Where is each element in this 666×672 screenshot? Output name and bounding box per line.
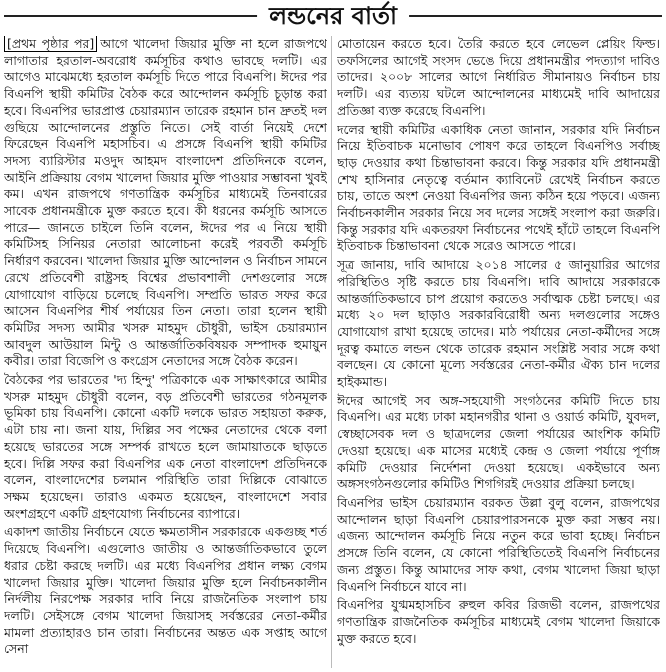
paragraph: একাদশ জাতীয় নির্বাচনে যেতে ক্ষমতাসীন সরকারকে একগুচ্ছ শর্ত দিয়েছে বিএনপি। এগুলোও জাতীয় ও আন্তর্জাতিকভাবে তুলে ধরার চেষ্টা করছে দলটি। এর মধ্যে বিএনপির প্রধান লক্ষ্য বেগম খালেদা জিয়ার মুক্তি। খালেদা জিয়ার মুক্তি হলে নির্বাচনকালীন নির্দলীয় নিরপেক্ষ সরকার দাবি নিয়ে রাজনৈতিক সংলাপ চায় দলটি। সেইসঙ্গে বেগম খালেদা জিয়াসহ সর্বস্তরের নেতা-কর্মীর মামলা প্রত্যাহারও চান তারা। নির্বাচনের অন্তত এক সপ্তাহ আগে সেনা bbox=[4, 524, 327, 657]
left-column bbox=[4, 36, 327, 668]
paragraph bbox=[4, 36, 327, 370]
column-divider bbox=[331, 36, 332, 668]
paragraph: ঈদের আগেই সব অঙ্গ-সহযোগী সংগঠনের কমিটি দিতে চায় বিএনপি। এর মধ্যে ঢাকা মহানগরীর থানা ও ওয়ার্ড কমিটি, যুবদল, স্বেচ্ছাসেবক দল ও ছাত্রদলের জেলা পর্যায়ের আংশিক কমিটি দেওয়া হয়েছে। এক মাসের মধ্যেই কেন্দ্র ও জেলা পর্যায়ে পূর্ণাঙ্গ কমিটি দেওয়ার নির্দেশনা দেওয়া হয়েছে। একইভাবে অন্য অঙ্গসংগঠনগুলোর কমিটিও শিগগিরই দেওয়ার প্রক্রিয়া চলছে। bbox=[337, 392, 660, 492]
paragraph: সূত্র জানায়, দাবি আদায়ে ২০১৪ সালের ৫ জানুয়ারির আগের পরিস্থিতিও সৃষ্টি করতে চায় বিএনপি। দাবি আদায়ে সরকারকে আন্তর্জাতিকভাবে চাপ প্রয়োগ করতেও সর্বাত্মক চেষ্টা চলছে। এর মধ্যে ২০ দল ছাড়াও সরকারবিরোধী অন্য দলগুলোর সঙ্গেও যোগাযোগ রাখা হয়েছে তাদের। মাঠ পর্যায়ের নেতা-কর্মীদের সঙ্গে দূরত্ব কমাতে লন্ডন থেকে তারেক রহমান সংশ্লিষ্ট সবার সঙ্গে কথা বলছেন। যে কোনো মূল্যে সর্বস্তরের নেতা-কর্মীর ঐক্য চান দলের হাইকমান্ড। bbox=[337, 257, 660, 390]
paragraph-text: আগে খালেদা জিয়ার মুক্তি না হলে রাজপথে লাগাতার হরতাল-অবরোধ কর্মসূচির কথাও ভাবছে দলটি। এর আগেও মাঝেমধ্যে হরতাল কর্মসূচি দিতে পারে বিএনপি। ঈদের পর বিএনপি স্থায়ী কমিটির বৈঠক করে আন্দোলন কর্মসূচি চূড়ান্ত করা হবে। বিএনপির ভারপ্রাপ্ত চেয়ারম্যান তারেক রহমান চান দ্রুতই দল গুছিয়ে আন্দোলনের প্রস্তুতি নিতে। সেই বার্তা নিয়েই দেশে ফিরেছেন বিএনপি মহাসচিব। এ প্রসঙ্গে বিএনপি স্থায়ী কমিটির সদস্য ব্যারিস্টার মওদুদ আহমদ বাংলাদেশ প্রতিদিনকে বলেন, আইনি প্রক্রিয়ায় বেগম খালেদা জিয়ার মুক্তি পাওয়ার সম্ভাবনা খুবই কম। এখন রাজপথে গণতান্ত্রিক কর্মসূচির মাধ্যমেই তিনবারের সাবেক প্রধানমন্ত্রীকে মুক্ত করতে হবে। কী ধরনের কর্মসূচি আসতে পারে— জানতে চাইলে তিনি বলেন, ঈদের পর এ নিয়ে স্থায়ী কমিটিসহ সিনিয়র নেতারা আলোচনা করেই পরবর্তী কর্মসূচি নির্ধারণ করবেন। খালেদা জিয়ার মুক্তি আন্দোলন ও নির্বাচন সামনে রেখে প্রতিবেশী রাষ্ট্রসহ বিশ্বের প্রভাবশালী দেশগুলোর সঙ্গে যোগাযোগ বাড়িয়ে চলেছে বিএনপি। সম্প্রতি ভারত সফর করে আসেন বিএনপির শীর্ষ পর্যায়ের তিন নেতা। তারা হলেন স্থায়ী কমিটির সদস্য আমীর খসরু মাহমুদ চৌধুরী, ভাইস চেয়ারম্যান আবদুল আউয়াল মিন্টু ও আন্তর্জাতিকবিষয়ক সম্পাদক হুমায়ুন কবীর। তারা বিজেপি ও কংগ্রেস নেতাদের সঙ্গে বৈঠক করেন। bbox=[4, 36, 327, 369]
right-column bbox=[337, 36, 660, 668]
section-title: লন্ডনের বার্তা bbox=[257, 1, 409, 31]
continued-from-tag: [প্রথম পৃষ্ঠার পর] bbox=[4, 36, 97, 52]
paragraph: মোতায়েন করতে হবে। তৈরি করতে হবে লেভেল প্লেয়িং ফিল্ড। তফসিলের আগেই সংসদ ভেঙে দিয়ে প্রধানমন্ত্রীর পদত্যাগ দাবিও তাদের। ২০০৮ সালের আগে নির্ধারিত সীমানায়ও নির্বাচন চায় দলটি। এর ব্যত্যয় ঘটলে আন্দোলনের মাধ্যমেই দাবি আদায়ের প্রতিজ্ঞা ব্যক্ত করেছে বিএনপি। bbox=[337, 36, 660, 118]
paragraph: দলের স্থায়ী কমিটির একাধিক নেতা জানান, সরকার যদি নির্বাচন নিয়ে ইতিবাচক মনোভাব পোষণ করে তাহলে বিএনপিও সর্বাচ্ছ ছাড় দেওয়ার কথা চিন্তাভাবনা করবে। কিন্তু সরকার যদি প্রধানমন্ত্রী শেখ হাসিনার নেতৃত্বে বর্তমান ক্যাবিনেট রেখেই নির্বাচন করতে চায়, তাতে অংশ নেওয়া বিএনপির জন্য কঠিন হয়ে পড়বে। এজন্য নির্বাচনকালীন সরকার নিয়ে সব দলের সঙ্গেই সংলাপ করা জরুরি। কিন্তু সরকার যদি একতরফা নির্বাচনের পথেই হাঁটে তাহলে বিএনপি ইতিবাচক চিন্তাভাবনা থেকে সরেও আসতে পারে। bbox=[337, 121, 660, 254]
paragraph: বিএনপির ভাইস চেয়ারম্যান বরকত উল্লা বুলু বলেন, রাজপথের আন্দোলন ছাড়া বিএনপি চেয়ারপারসনকে মুক্ত করা সম্ভব নয়। এজন্য আন্দোলন কর্মসূচি নিয়ে নতুন করে ভাবা হচ্ছে। নির্বাচন প্রসঙ্গে তিনি বলেন, যে কোনো পরিস্থিতিতেই বিএনপি নির্বাচনের জন্য প্রস্তুত। কিন্তু আমাদের সাফ কথা, বেগম খালেদা জিয়া ছাড়া বিএনপি নির্বাচনে যাবে না। bbox=[337, 494, 660, 594]
paragraph: বিএনপির যুগ্মমহাসচিব রুহুল কবির রিজভী বলেন, রাজপথের গণতান্ত্রিক রাজনৈতিক কর্মসূচির মাধ্যমেই বেগম খালেদা জিয়াকে মুক্ত করতে হবে। bbox=[337, 597, 660, 646]
paragraph: বৈঠকের পর ভারতের 'দ্য হিন্দু' পত্রিকাকে এক সাক্ষাৎকারে আমীর খসরু মাহমুদ চৌধুরী বলেন, বড় প্রতিবেশী ভারতের গঠনমূলক ভূমিকা চায় বিএনপি। কোনো একটি দলকে ভারত সহায়তা করুক, এটা চায় না। জনা যায়, দিল্লির সব পক্ষের নেতাদের থেকে বলা হয়েছে ভারতের সঙ্গে সম্পর্ক রাখতে হলে জামায়াতকে ছাড়তে হবে। দিল্লি সফর করা বিএনপির এক নেতা বাংলাদেশ প্রতিদিনকে বলেন, বাংলাদেশের চলমান পরিস্থিতি তারা দিল্লিকে বোঝাতে সক্ষম হয়েছেন। তারাও একমত হয়েছেন, বাংলাদেশে সবার অংশগ্রহণে একটি গ্রহণযোগ্য নির্বাচনের ব্যাপারে। bbox=[4, 372, 327, 521]
article-columns bbox=[4, 36, 660, 668]
